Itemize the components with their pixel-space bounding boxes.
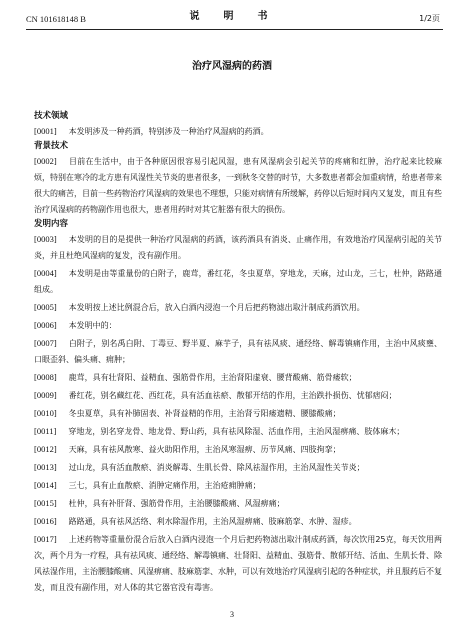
paragraph-0011 <box>34 423 442 440</box>
patent-number: CN 101618148 B <box>26 14 86 24</box>
section-heading-tech-field: 技术领域 <box>34 111 69 121</box>
paragraph-number: [0016] <box>34 516 57 526</box>
document-title: 治疗风湿病的药酒 <box>192 61 272 72</box>
paragraph-number: [0001] <box>34 126 57 136</box>
page-reference: 1/2页 <box>419 14 440 23</box>
paragraph-0016 <box>34 513 442 530</box>
section-heading-background: 背景技术 <box>34 141 69 151</box>
header-divider <box>26 29 443 30</box>
paragraph-0017 <box>34 531 442 596</box>
paragraph-0013 <box>34 459 442 476</box>
paragraph-text: 本发明是由等重量份的白附子，鹿茸，番红花，冬虫夏草，穿地龙，天麻，过山龙，三七，杜仲，路路通组成。 <box>34 269 442 294</box>
paragraph-number: [0017] <box>34 534 57 544</box>
paragraph-number: [0007] <box>34 338 57 348</box>
paragraph-text: 本发明的目的是提供一种治疗风湿病的药酒，该药酒具有消炎、止痛作用，有效地治疗风湿病引起的关节炎，并且杜绝风湿病的复发，没有副作用。 <box>34 235 442 260</box>
paragraph-number: [0005] <box>34 302 57 312</box>
paragraph-number: [0011] <box>34 426 57 436</box>
paragraph-text: 冬虫夏草，具有补肺固表、补肾益精的作用，主治肾亏阳痿遗精、腰膝酸痛； <box>68 409 341 418</box>
paragraph-text: 上述药物等重量份混合后放入白酒内浸泡一个月后把药物滤出取汁制成药酒，每次饮用25克，每天饮用两次，两个月为一疗程，具有祛风痰、通经络、解毒镇痛、壮肾阳、益精血、强筋骨、散郁开结、活血、生肌长骨、除风祛湿作用，主治腰膝酸痛、风湿痹痛、肢麻筋挛、水肿，可以有效地治疗风湿病引起的各种症状，并且服药后不复发，而且没有副作用，对人体的其它器官没有毒害。 <box>34 535 442 592</box>
document-type: 说 明 书 <box>189 11 275 22</box>
paragraph-text: 番红花，别名藏红花、西红花，具有活血祛瘀、散郁开结的作用，主治跌扑损伤、忧郁痞闷； <box>68 391 397 400</box>
paragraph-text: 杜仲，具有补肝肾、强筋骨作用，主治腰膝酸痛、风湿痹痛； <box>68 499 285 508</box>
page-number: 3 <box>230 610 234 619</box>
paragraph-number: [0010] <box>34 408 57 418</box>
paragraph-0002 <box>34 153 442 218</box>
paragraph-text: 路路通，具有祛风活络、利水除湿作用，主治风湿痹痛、肢麻筋挛、水肿、湿疹。 <box>68 517 357 526</box>
paragraph-number: [0003] <box>34 234 57 244</box>
paragraph-0014 <box>34 477 442 494</box>
paragraph-text: 天麻，具有祛风散寒、益火助阳作用，主治风寒湿痹、历节风痛、四肢拘挛； <box>68 445 341 454</box>
paragraph-number: [0002] <box>34 156 57 166</box>
paragraph-0006 <box>34 317 442 334</box>
paragraph-number: [0013] <box>34 462 57 472</box>
paragraph-number: [0012] <box>34 444 57 454</box>
paragraph-text: 三七，具有止血散瘀、消肿定痛作用，主治疮痈肿痛； <box>68 481 261 490</box>
paragraph-0001 <box>34 123 442 140</box>
paragraph-0003 <box>34 231 442 264</box>
paragraph-text: 目前在生活中，由于各种原因很容易引起风湿，患有风湿病会引起关节的疼痛和红肿，治疗起来比较麻烦，特别在寒冷的北方患有风湿性关节炎的患者很多，一到秋冬交替的时节，大多数患者都会加重病情，给患者带来很大的痛苦，目前一些药物治疗风湿病的效果也不理想，只能对病情有所缓解，药停以后短时间内又复发，而且有些治疗风湿病的药物副作用也很大，患者用药时对其它脏器有很大的损伤。 <box>34 157 442 214</box>
paragraph-text: 本发明涉及一种药酒，特别涉及一种治疗风湿病的药酒。 <box>68 127 269 136</box>
paragraph-number: [0008] <box>34 372 57 382</box>
paragraph-0012 <box>34 441 442 458</box>
paragraph-text: 本发明按上述比例混合后，放入白酒内浸泡一个月后把药物滤出取汁制成药酒饮用。 <box>68 303 365 312</box>
paragraph-number: [0004] <box>34 268 57 278</box>
paragraph-text: 过山龙，具有活血散瘀、消炎解毒、生肌长骨、除风祛湿作用，主治风湿性关节炎； <box>68 463 365 472</box>
paragraph-0004 <box>34 265 442 298</box>
paragraph-0010 <box>34 405 442 422</box>
paragraph-number: [0009] <box>34 390 57 400</box>
paragraph-text: 穿地龙，别名穿龙骨、地龙骨、野山药，具有祛风除湿、活血作用，主治风湿痹痛、肢体麻木； <box>68 427 405 436</box>
paragraph-0008 <box>34 369 442 386</box>
paragraph-0015 <box>34 495 442 512</box>
paragraph-number: [0006] <box>34 320 57 330</box>
paragraph-0005 <box>34 299 442 316</box>
paragraph-number: [0014] <box>34 480 57 490</box>
paragraph-0007 <box>34 335 442 368</box>
paragraph-number: [0015] <box>34 498 57 508</box>
paragraph-text: 白附子，别名禹白附、丁毒豆、野半夏、麻芋子，具有祛风痰、通经络、解毒镇痛作用，主治中风痰壅、口眼歪斜、偏头痛、痈肿； <box>34 339 442 364</box>
paragraph-text: 本发明中的： <box>68 321 117 330</box>
section-heading-invention: 发明内容 <box>34 219 69 229</box>
paragraph-text: 鹿茸，具有壮肾阳、益精血、强筋骨作用，主治肾阳虚衰、腰背酸痛、筋骨痿软； <box>68 373 357 382</box>
paragraph-0009 <box>34 387 442 404</box>
